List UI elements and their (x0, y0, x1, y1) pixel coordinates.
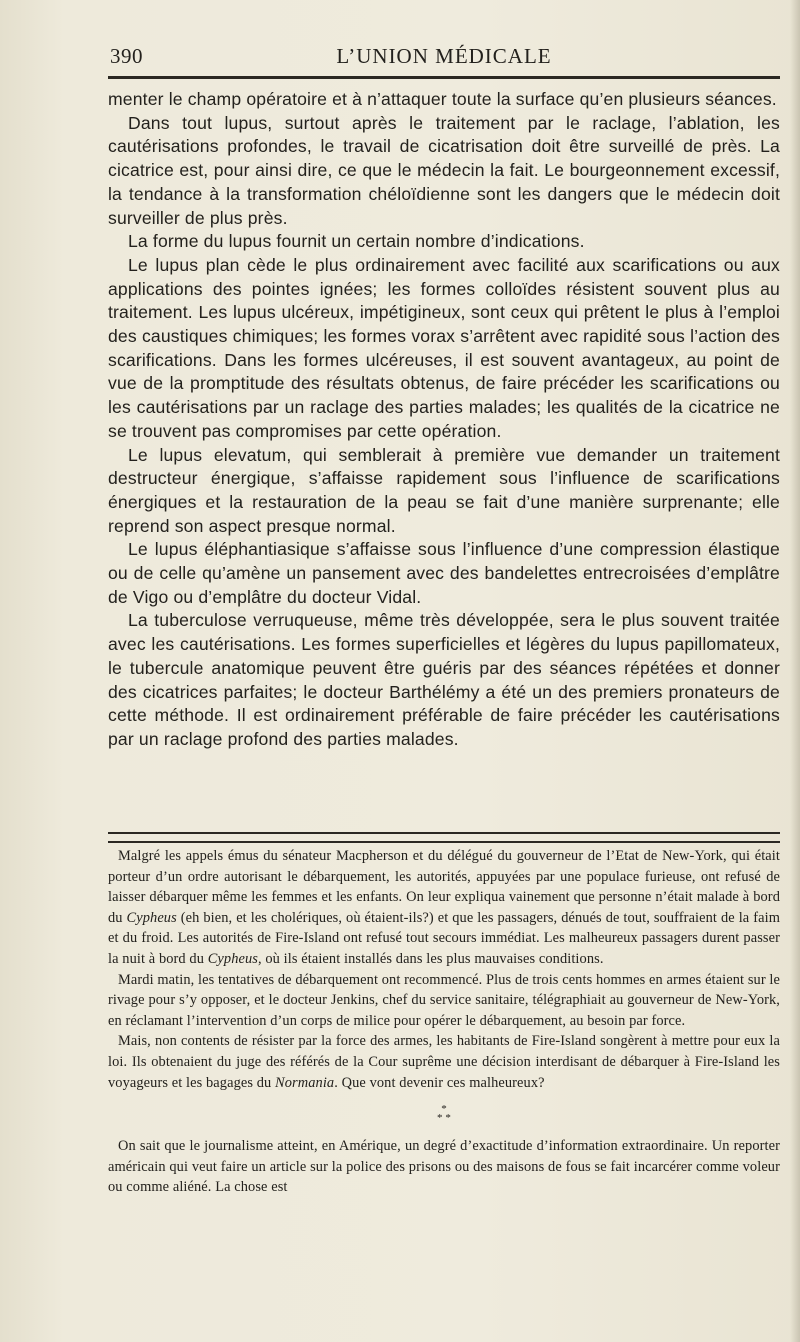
asterism-separator (108, 1105, 780, 1123)
paragraph: La tuberculose verruqueuse, même très développée, sera le plus souvent traitée avec les cautérisations. Les formes superficielles et légères du lupus papillomateux, le tubercule anatomique peuvent être guéris par des séances répétées et donner des cicatrices parfaites; le docteur Barthélémy a été un des premiers pronateurs de cette méthode. Il est ordinairement préférable de faire précéder les cautérisations par un raclage profond des parties malades. (108, 610, 780, 749)
page-edge-shadow (790, 0, 800, 1342)
news-paragraph: On sait que le journalisme atteint, en Amérique, un degré d’exactitude d’information extraordinaire. Un reporter américain qui veut faire un article sur la police des prisons ou des maisons de fous se fait incarcérer comme voleur ou comme aliéné. La chose est (108, 1138, 780, 1196)
paragraph: Le lupus plan cède le plus ordinairement avec facilité aux scarifications ou aux applications des pointes ignées; les formes colloïdes résistent souvent plus au traitement. Les lupus ulcéreux, impétigineux, sont ceux qui prêtent le plus à l’emploi des caustiques chimiques; les formes vorax s’arrêtent avec rapidité sous l’action des scarifications. Dans les formes ulcéreuses, il est souvent avantageux, au point de vue de la promptitude des résultats obtenus, de faire précéder les scarifications ou les cautérisations par un raclage des parties malades; les qualités de la cicatrice ne se trouvent pas compromises par cette opération. (108, 254, 780, 441)
main-text (108, 88, 780, 752)
news-column (108, 846, 780, 1198)
text-run: Mais, non contents de résister par la force des armes, les habitants de Fire-Island songèrent à mettre pour eux la loi. Ils obtenaient du juge des référés de la Cour suprême une décision interdisant de débarquer à Fire-Island les voyageurs et les bagages du (108, 1033, 780, 1091)
running-title: L’UNION MÉDICALE (336, 44, 552, 68)
section-divider (108, 832, 780, 843)
ship-name: Cypheus (126, 909, 177, 926)
ship-name: Cypheus (207, 950, 258, 967)
page-number: 390 (110, 44, 143, 68)
paragraph: Le lupus éléphantiasique s’affaisse sous l’influence d’une compression élastique ou de celle qu’amène un pansement avec des bandelettes entrecroisées d’emplâtre de Vigo ou d’emplâtre du docteur Vidal. (108, 539, 780, 607)
paragraph: Dans tout lupus, surtout après le traitement par le raclage, l’ablation, les cautérisations profondes, le travail de cicatrisation doit être surveillé de près. La cicatrice est, pour ainsi dire, ce que le médecin la fait. Le bourgeonnement excessif, la tendance à la transformation chéloïdienne sont les dangers que le médecin doit surveiller de plus près. (108, 112, 780, 228)
page-header (108, 40, 780, 74)
text-run: , où ils étaient installés dans les plus mauvaises conditions. (257, 950, 604, 967)
text-run: (eh bien, et les cholériques, où étaient-ils?) et que les passagers, dénués de tout, souffraient de la faim et du froid. Les autorités de Fire-Island ont refusé tout secours immédiat. Les malheureux passagers durent passer la nuit à bord du (108, 909, 781, 967)
text-run: . Que vont devenir ces malheureux? (334, 1074, 545, 1091)
asterism-top: * (441, 1103, 447, 1116)
paragraph: La forme du lupus fournit un certain nombre d’indications. (128, 231, 585, 252)
text-run: Malgré les appels émus du sénateur Macpherson et du délégué du gouverneur de l’Etat de New-York, qui était porteur d’un ordre autorisant le débarquement, les autorités, appuyées par une populace furieuse, ont refusé de laisser débarquer même les femmes et les enfants. On leur expliqua vainement que personne n’était malade à bord du (108, 848, 780, 926)
news-paragraph (108, 1031, 780, 1093)
ship-name: Normania (275, 1074, 335, 1091)
header-rule (108, 76, 780, 79)
news-paragraph (108, 846, 780, 970)
asterism-bottom: * * (436, 1112, 452, 1125)
news-paragraph: Mardi matin, les tentatives de débarquement ont recommencé. Plus de trois cents hommes en armes étaient sur le rivage pour s’y opposer, et le docteur Jenkins, chef du service sanitaire, télégraphiait au gouverneur de New-York, en réclamant l’intervention d’un corps de milice pour opérer le débarquement, au besoin par force. (108, 971, 780, 1029)
paragraph: menter le champ opératoire et à n’attaquer toute la surface qu’en plusieurs séances. (108, 89, 777, 109)
paragraph: Le lupus elevatum, qui semblerait à première vue demander un traitement destructeur énergique, s’affaisse rapidement sous l’influence de scarifications énergiques et la restauration de la peau se fait d’une manière surprenante; elle reprend son aspect presque normal. (108, 444, 780, 536)
